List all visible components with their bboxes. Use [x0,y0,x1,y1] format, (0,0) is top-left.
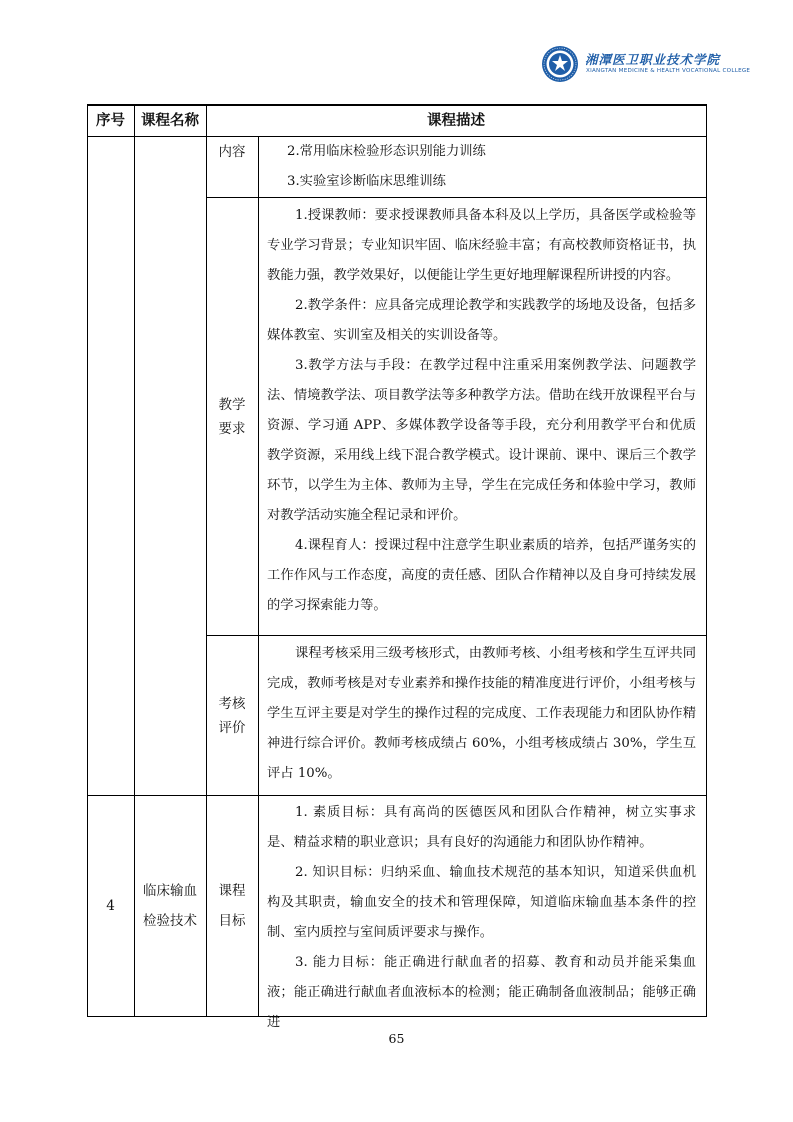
paragraph: 3. 能力目标：能正确进行献血者的招募、教育和动员并能采集血液；能正确进行献血者血液标本的检测；能正确制备血液制品；能够正确进 [267,955,696,1030]
header-course-name: 课程名称 [141,113,199,129]
row-divider [206,197,707,198]
row-label-teaching-requirements [206,198,258,635]
course-table [87,104,707,1030]
table-border-right [706,104,707,1017]
assessment-text [259,639,704,789]
label-line: 要求 [218,420,246,437]
content-line: 3.实验室诊断临床思维训练 [287,174,446,189]
label-line: 教学 [218,396,246,413]
label-line: 评价 [218,719,246,736]
course-objectives-text [259,798,704,1038]
row-label-content: 内容 [218,144,246,160]
row-label-assessment [206,636,258,795]
college-logo [541,44,751,84]
teaching-requirements-text [259,201,704,621]
page-number: 65 [388,1031,405,1046]
header-index: 序号 [96,113,125,129]
label-line: 课程 [218,883,246,899]
content-line: 2.常用临床检验形态识别能力训练 [287,144,486,159]
college-emblem-icon [541,45,579,83]
logo-title: 湘潭医卫职业技术学院 [585,52,721,67]
paragraph: 4.课程育人：授课过程中注意学生职业素质的培养，包括严谨务实的工作作风与工作态度，高度的责任感、团队合作精神以及自身可持续发展的学习探索能力等。 [267,538,696,613]
label-line: 目标 [218,913,246,929]
course-name-line: 检验技术 [143,913,197,929]
course-name [134,796,206,1016]
course-number: 4 [106,898,115,914]
label-line: 考核 [218,695,246,712]
row-label-course-objectives [206,796,258,1016]
paragraph: 3.教学方法与手段：在教学过程中注重采用案例教学法、问题教学法、情境教学法、项目教学法等多种教学方法。借助在线开放课程平台与资源、学习通 APP、多媒体教学设备等手段，充分利用教学平台和优质教学资源，采用线上线下混合教学模式。设计课前、课中、课后三个教学环节，以学生为主体、教师为主导，学生在完成任务和体验中学习，教师对教学活动实施全程记录和评价。 [267,358,696,523]
paragraph: 课程考核采用三级考核形式，由教师考核、小组考核和学生互评共同完成，教师考核是对专业素养和操作技能的精准度进行评价，小组考核与学生互评主要是对学生的操作过程的完成度、工作表现能力和团队协作精神进行综合评价。教师考核成绩占 60%，小组考核成绩占 30%，学生互评占 10%。 [267,646,696,781]
paragraph: 2.教学条件：应具备完成理论教学和实践教学的场地及设备，包括多媒体教室、实训室及相关的实训设备等。 [267,298,696,343]
logo-subtitle: XIANGTAN MEDICINE & HEALTH VOCATIONAL COLLEGE [586,68,751,74]
header-course-description: 课程描述 [427,113,485,129]
paragraph: 1. 素质目标：具有高尚的医德医风和团队合作精神，树立实事求是、精益求精的职业意识；具有良好的沟通能力和团队协作精神。 [267,805,696,850]
row-divider [206,635,707,636]
paragraph: 1.授课教师：要求授课教师具备本科及以上学历，具备医学或检验等专业学习背景；专业知识牢固、临床经验丰富；有高校教师资格证书，执教能力强，教学效果好，以便能让学生更好地理解课程所讲授的内容。 [267,208,696,283]
course-name-line: 临床输血 [143,883,197,899]
paragraph: 2. 知识目标：归纳采血、输血技术规范的基本知识，知道采供血机构及其职责，输血安全的技术和管理保障，知道临床输血基本条件的控制、室内质控与室间质评要求与操作。 [267,865,696,940]
